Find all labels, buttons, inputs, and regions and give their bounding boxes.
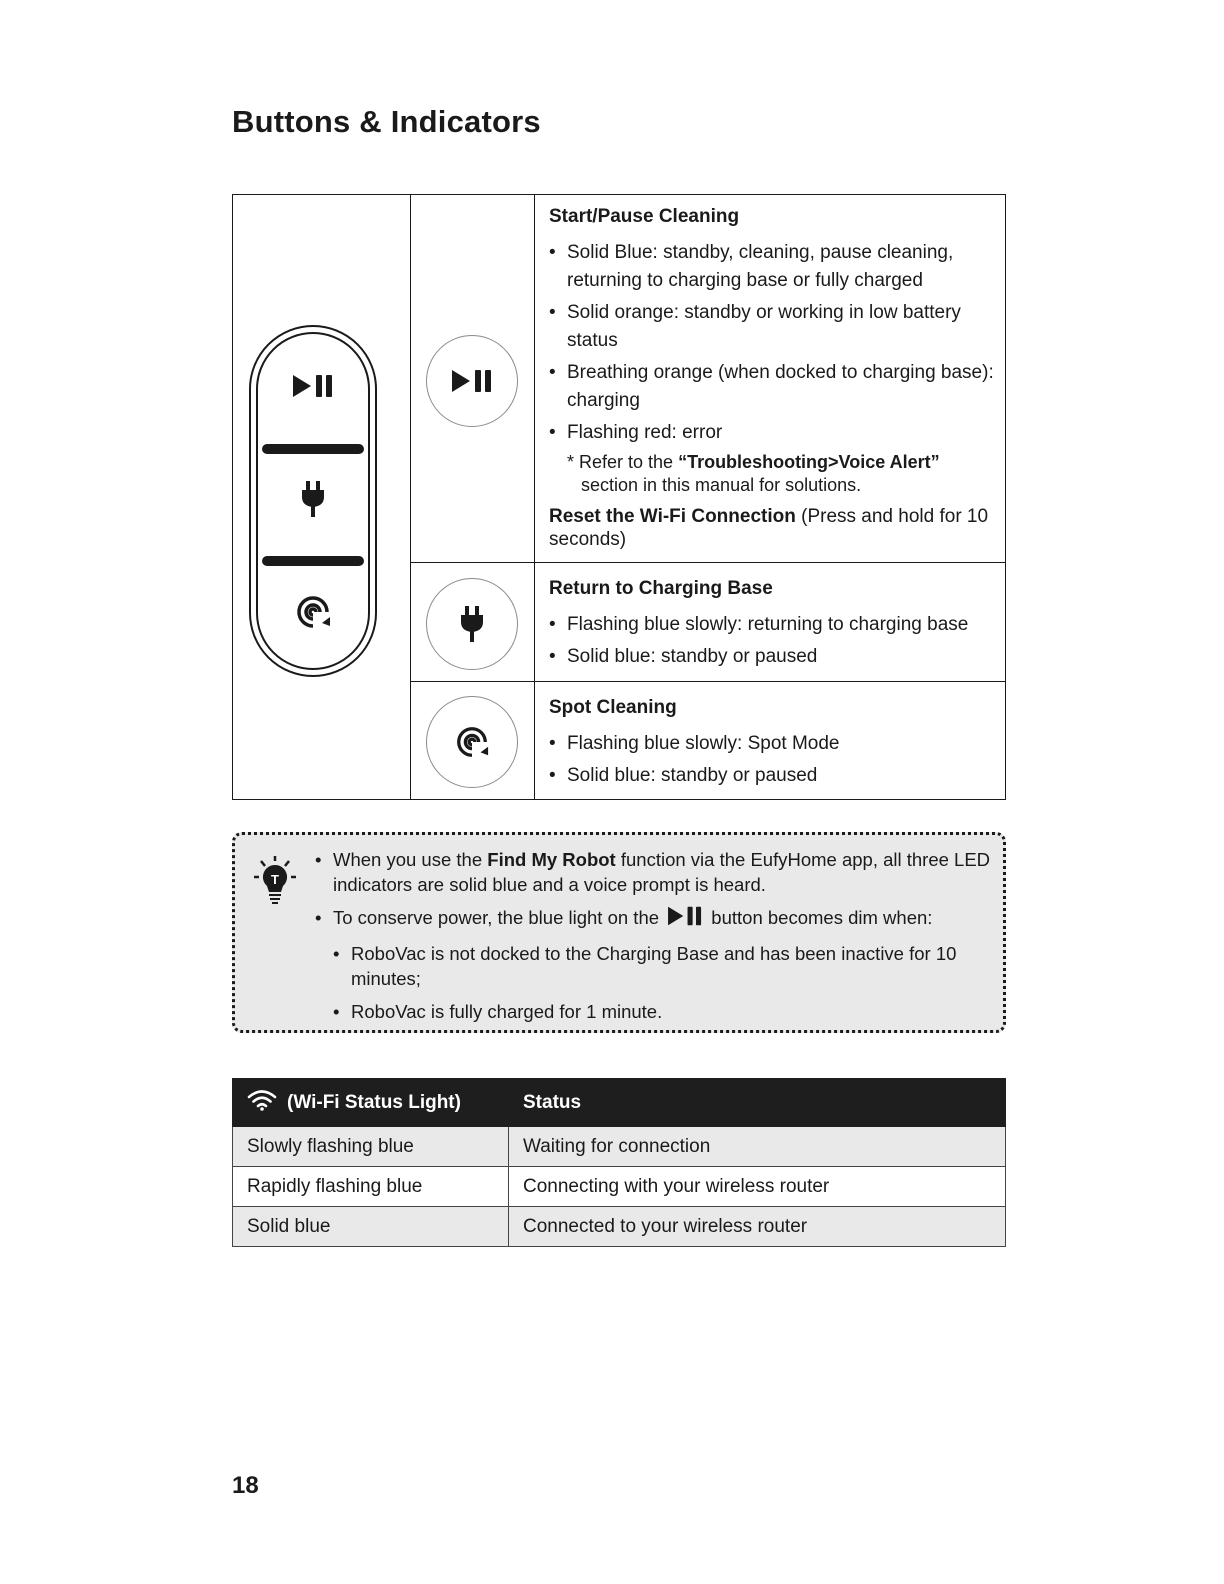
- tip-box: [232, 832, 1006, 1033]
- start-pause-description: [549, 203, 999, 551]
- list-item: • Flashing blue slowly: Spot Mode: [549, 730, 999, 758]
- svg-text:T: T: [271, 872, 279, 887]
- play-pause-icon: [251, 373, 375, 399]
- tip-sub-item: • RoboVac is not docked to the Charging Base and has been inactive for 10 minutes;: [329, 941, 991, 991]
- wifi-status-table: [232, 1078, 1006, 1247]
- buttons-table: [232, 194, 1006, 800]
- list-item: • Flashing blue slowly: returning to charging base: [549, 611, 999, 639]
- spot-spiral-icon: [251, 593, 375, 631]
- list-item: • Breathing orange (when docked to charging base): charging: [549, 359, 999, 415]
- list-item: • Solid Blue: standby, cleaning, pause cleaning, returning to charging base or fully charged: [549, 239, 999, 295]
- list-item: • Solid orange: standby or working in low battery status: [549, 299, 999, 355]
- start-pause-button-icon: [426, 335, 518, 427]
- tip-item: • To conserve power, the blue light on the button becomes dim when:: [311, 905, 991, 933]
- return-base-heading: Return to Charging Base: [549, 578, 773, 599]
- wifi-table-header-status: Status: [509, 1079, 1006, 1127]
- troubleshooting-note: * Refer to the “Troubleshooting>Voice Alert” section in this manual for solutions.: [567, 452, 940, 495]
- return-base-description: [549, 575, 999, 675]
- spot-cleaning-heading: Spot Cleaning: [549, 697, 677, 718]
- robot-control-panel: [249, 325, 377, 677]
- page-title: Buttons & Indicators: [232, 104, 541, 139]
- spot-cleaning-button-icon: [426, 696, 518, 788]
- list-item: • Solid blue: standby or paused: [549, 762, 999, 790]
- table-row: Rapidly flashing blue Connecting with your wireless router: [233, 1167, 1006, 1207]
- table-row: Slowly flashing blue Waiting for connection: [233, 1127, 1006, 1167]
- lightbulb-tip-icon: [253, 855, 297, 910]
- start-pause-heading: Start/Pause Cleaning: [549, 206, 740, 227]
- reset-wifi-text: Reset the Wi-Fi Connection (Press and hold for 10 seconds): [549, 506, 989, 550]
- play-pause-icon: [664, 905, 706, 933]
- spot-cleaning-description: [549, 694, 999, 794]
- tip-item: • When you use the Find My Robot function via the EufyHome app, all three LED indicators are solid blue and a voice prompt is heard.: [311, 847, 991, 897]
- wifi-icon: [247, 1089, 277, 1117]
- tip-sub-item: • RoboVac is fully charged for 1 minute.: [329, 999, 991, 1024]
- page-number: 18: [232, 1472, 259, 1499]
- list-item: • Flashing red: error: [549, 419, 999, 447]
- table-row: Solid blue Connected to your wireless router: [233, 1207, 1006, 1247]
- return-base-button-icon: [426, 578, 518, 670]
- list-item: • Solid blue: standby or paused: [549, 643, 999, 671]
- wifi-table-header-light: (Wi-Fi Status Light): [233, 1079, 509, 1127]
- plug-icon: [251, 479, 375, 519]
